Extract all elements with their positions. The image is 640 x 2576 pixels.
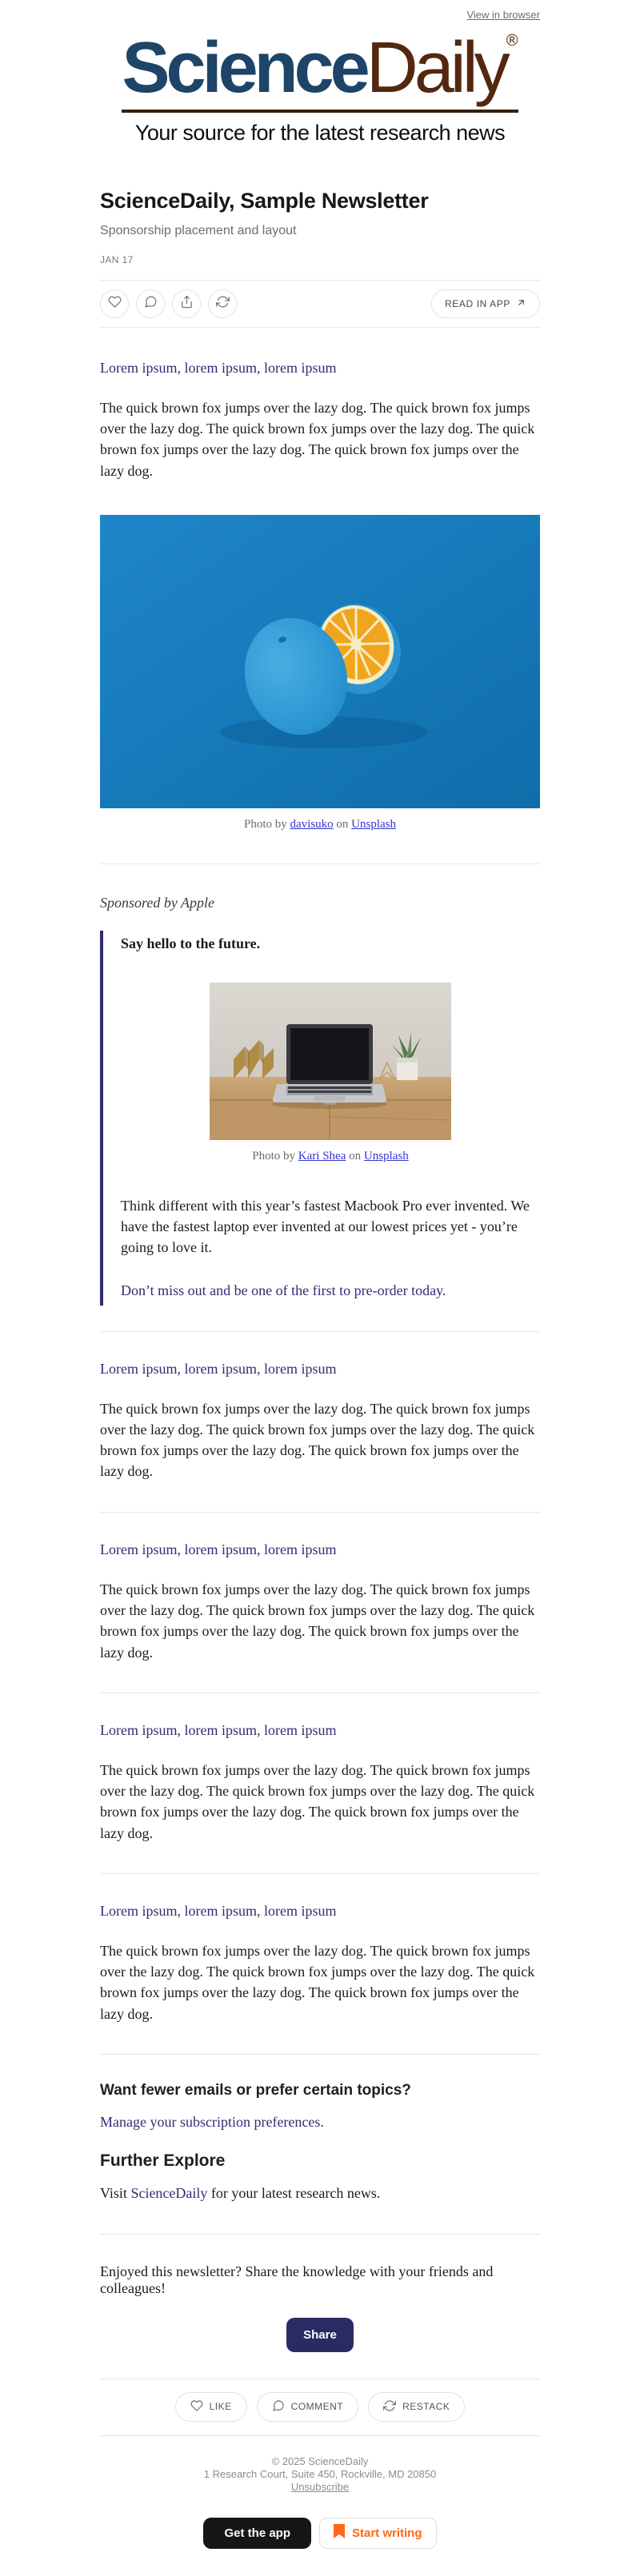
sponsor-heading: Say hello to the future. [121,935,261,951]
post-date: JAN 17 [100,253,134,265]
hero-author-link[interactable]: davisuko [290,817,334,831]
intro-paragraph: The quick brown fox jumps over the lazy dog. The quick brown fox jumps over the lazy dog. The quick brown fox jumps over the lazy dog. The quick brown fox jumps over the lazy dog. The quick brown fox jumps over the lazy dog. [100,399,535,479]
hero-photo-blue-orange[interactable] [100,515,540,808]
restack-icon [383,2399,396,2415]
explore-suffix: for your latest research news. [207,2184,381,2201]
sponsor-blockquote [100,931,540,1306]
content-section [100,1903,540,2055]
publication-logo [100,28,540,146]
restack-button[interactable] [208,289,237,318]
unsubscribe-link[interactable]: Unsubscribe [290,2480,350,2493]
start-writing-button[interactable] [319,2518,437,2549]
post-action-row [100,281,540,327]
caption-prefix: Photo by [243,817,290,831]
section-paragraph: The quick brown fox jumps over the lazy dog. The quick brown fox jumps over the lazy dog. The quick brown fox jumps over the lazy dog. The quick brown fox jumps over the lazy dog. The quick brown fox jumps over the lazy dog. [100,1581,535,1661]
logo-tagline: Your source for the latest research news [134,120,506,145]
divider [100,2234,540,2235]
read-in-app-button[interactable] [431,289,540,318]
app-buttons-row [100,2518,540,2576]
like-pill-button[interactable] [175,2392,247,2422]
substack-bookmark-icon [334,2524,345,2542]
post-title: ScienceDaily, Sample Newsletter [100,188,429,213]
share-button[interactable]: Share [286,2318,354,2352]
sponsor-photo-laptop[interactable] [210,983,451,1140]
sponsored-label: Sponsored by Apple [100,894,214,911]
sponsor-source-link[interactable]: Unsplash [363,1149,409,1162]
caption-prefix: Photo by [252,1149,298,1162]
section-heading-link[interactable]: Lorem ipsum, lorem ipsum, lorem ipsum [100,1902,337,1919]
comment-pill-label: COMMENT [290,2401,344,2413]
content-section [100,1361,540,1513]
heart-icon [108,295,122,313]
divider [100,327,540,328]
sponsor-cta-link[interactable]: Don’t miss out and be one of the first to pre-order today. [121,1282,446,1298]
sponsor-caption [121,1150,540,1163]
content-section [100,1541,540,1693]
divider [100,2054,540,2055]
section-heading-link[interactable]: Lorem ipsum, lorem ipsum, lorem ipsum [100,1541,337,1557]
intro-heading-link[interactable]: Lorem ipsum, lorem ipsum, lorem ipsum [100,359,337,376]
heart-icon [190,2399,203,2415]
read-in-app-label: READ IN APP [445,297,510,309]
section-paragraph: The quick brown fox jumps over the lazy dog. The quick brown fox jumps over the lazy dog. The quick brown fox jumps over the lazy dog. The quick brown fox jumps over the lazy dog. The quick brown fox jumps over the lazy dog. [100,1761,535,1841]
section-paragraph: The quick brown fox jumps over the lazy dog. The quick brown fox jumps over the lazy dog. The quick brown fox jumps over the lazy dog. The quick brown fox jumps over the lazy dog. The quick brown fox jumps over the lazy dog. [100,1942,535,2022]
sponsor-paragraph: Think different with this year’s fastest Macbook Pro ever invented. We have the fastest laptop ever invented at our lowest prices yet - you’re going to love it. [121,1197,530,1256]
start-writing-label: Start writing [352,2526,422,2540]
newsletter-column [100,0,540,2576]
restack-icon [216,295,230,313]
post-subtitle: Sponsorship placement and layout [100,223,297,237]
like-pill-label: LIKE [209,2401,232,2413]
caption-mid: on [346,1149,364,1162]
divider [100,1331,540,1332]
section-paragraph: The quick brown fox jumps over the lazy dog. The quick brown fox jumps over the lazy dog. The quick brown fox jumps over the lazy dog. The quick brown fox jumps over the lazy dog. The quick brown fox jumps over the lazy dog. [100,1400,535,1480]
engagement-row [100,2392,540,2422]
section-heading-link[interactable]: Lorem ipsum, lorem ipsum, lorem ipsum [100,1360,337,1377]
get-the-app-button[interactable]: Get the app [203,2518,311,2549]
hero-source-link[interactable]: Unsplash [351,817,397,831]
divider [100,1873,540,1874]
view-in-browser-link[interactable]: View in browser [466,9,540,21]
arrow-up-right-icon [516,297,526,310]
preferences-heading: Want fewer emails or prefer certain topics? [100,2081,411,2099]
divider [100,863,540,864]
explore-prefix: Visit [100,2184,131,2201]
sciencedaily-link[interactable]: ScienceDaily [130,2184,208,2201]
section-heading-link[interactable]: Lorem ipsum, lorem ipsum, lorem ipsum [100,1721,337,1738]
restack-pill-label: RESTACK [402,2401,450,2413]
email-footer [100,2455,540,2494]
sponsor-author-link[interactable]: Kari Shea [298,1149,346,1162]
further-explore-heading: Further Explore [100,2151,226,2170]
manage-preferences-link[interactable]: Manage your subscription preferences. [100,2113,324,2130]
comment-button[interactable] [136,289,165,318]
divider [100,2435,540,2436]
restack-pill-button[interactable] [368,2392,465,2422]
wordmark-daily: Daily [366,28,506,108]
action-icon-group [100,289,237,318]
explore-line [100,2185,540,2202]
footer-copyright: © 2025 ScienceDaily [271,2454,369,2467]
topbar [100,0,540,22]
comment-bubble-icon [272,2399,285,2415]
caption-mid: on [333,817,352,831]
sciencedaily-wordmark [122,28,518,113]
share-prompt: Enjoyed this newsletter? Share the knowledge with your friends and colleagues! [100,2263,494,2296]
like-button[interactable] [100,289,129,318]
registered-mark: ® [506,32,518,50]
share-icon [180,295,194,313]
content-section [100,1722,540,1874]
comment-bubble-icon [144,295,158,313]
hero-caption [100,818,540,831]
wordmark-science: Science [122,28,366,108]
footer-address: 1 Research Court, Suite 450, Rockville, MD 20850 [203,2467,437,2480]
comment-pill-button[interactable] [257,2392,359,2422]
divider [100,1512,540,1513]
share-button-icon-circle[interactable] [172,289,201,318]
